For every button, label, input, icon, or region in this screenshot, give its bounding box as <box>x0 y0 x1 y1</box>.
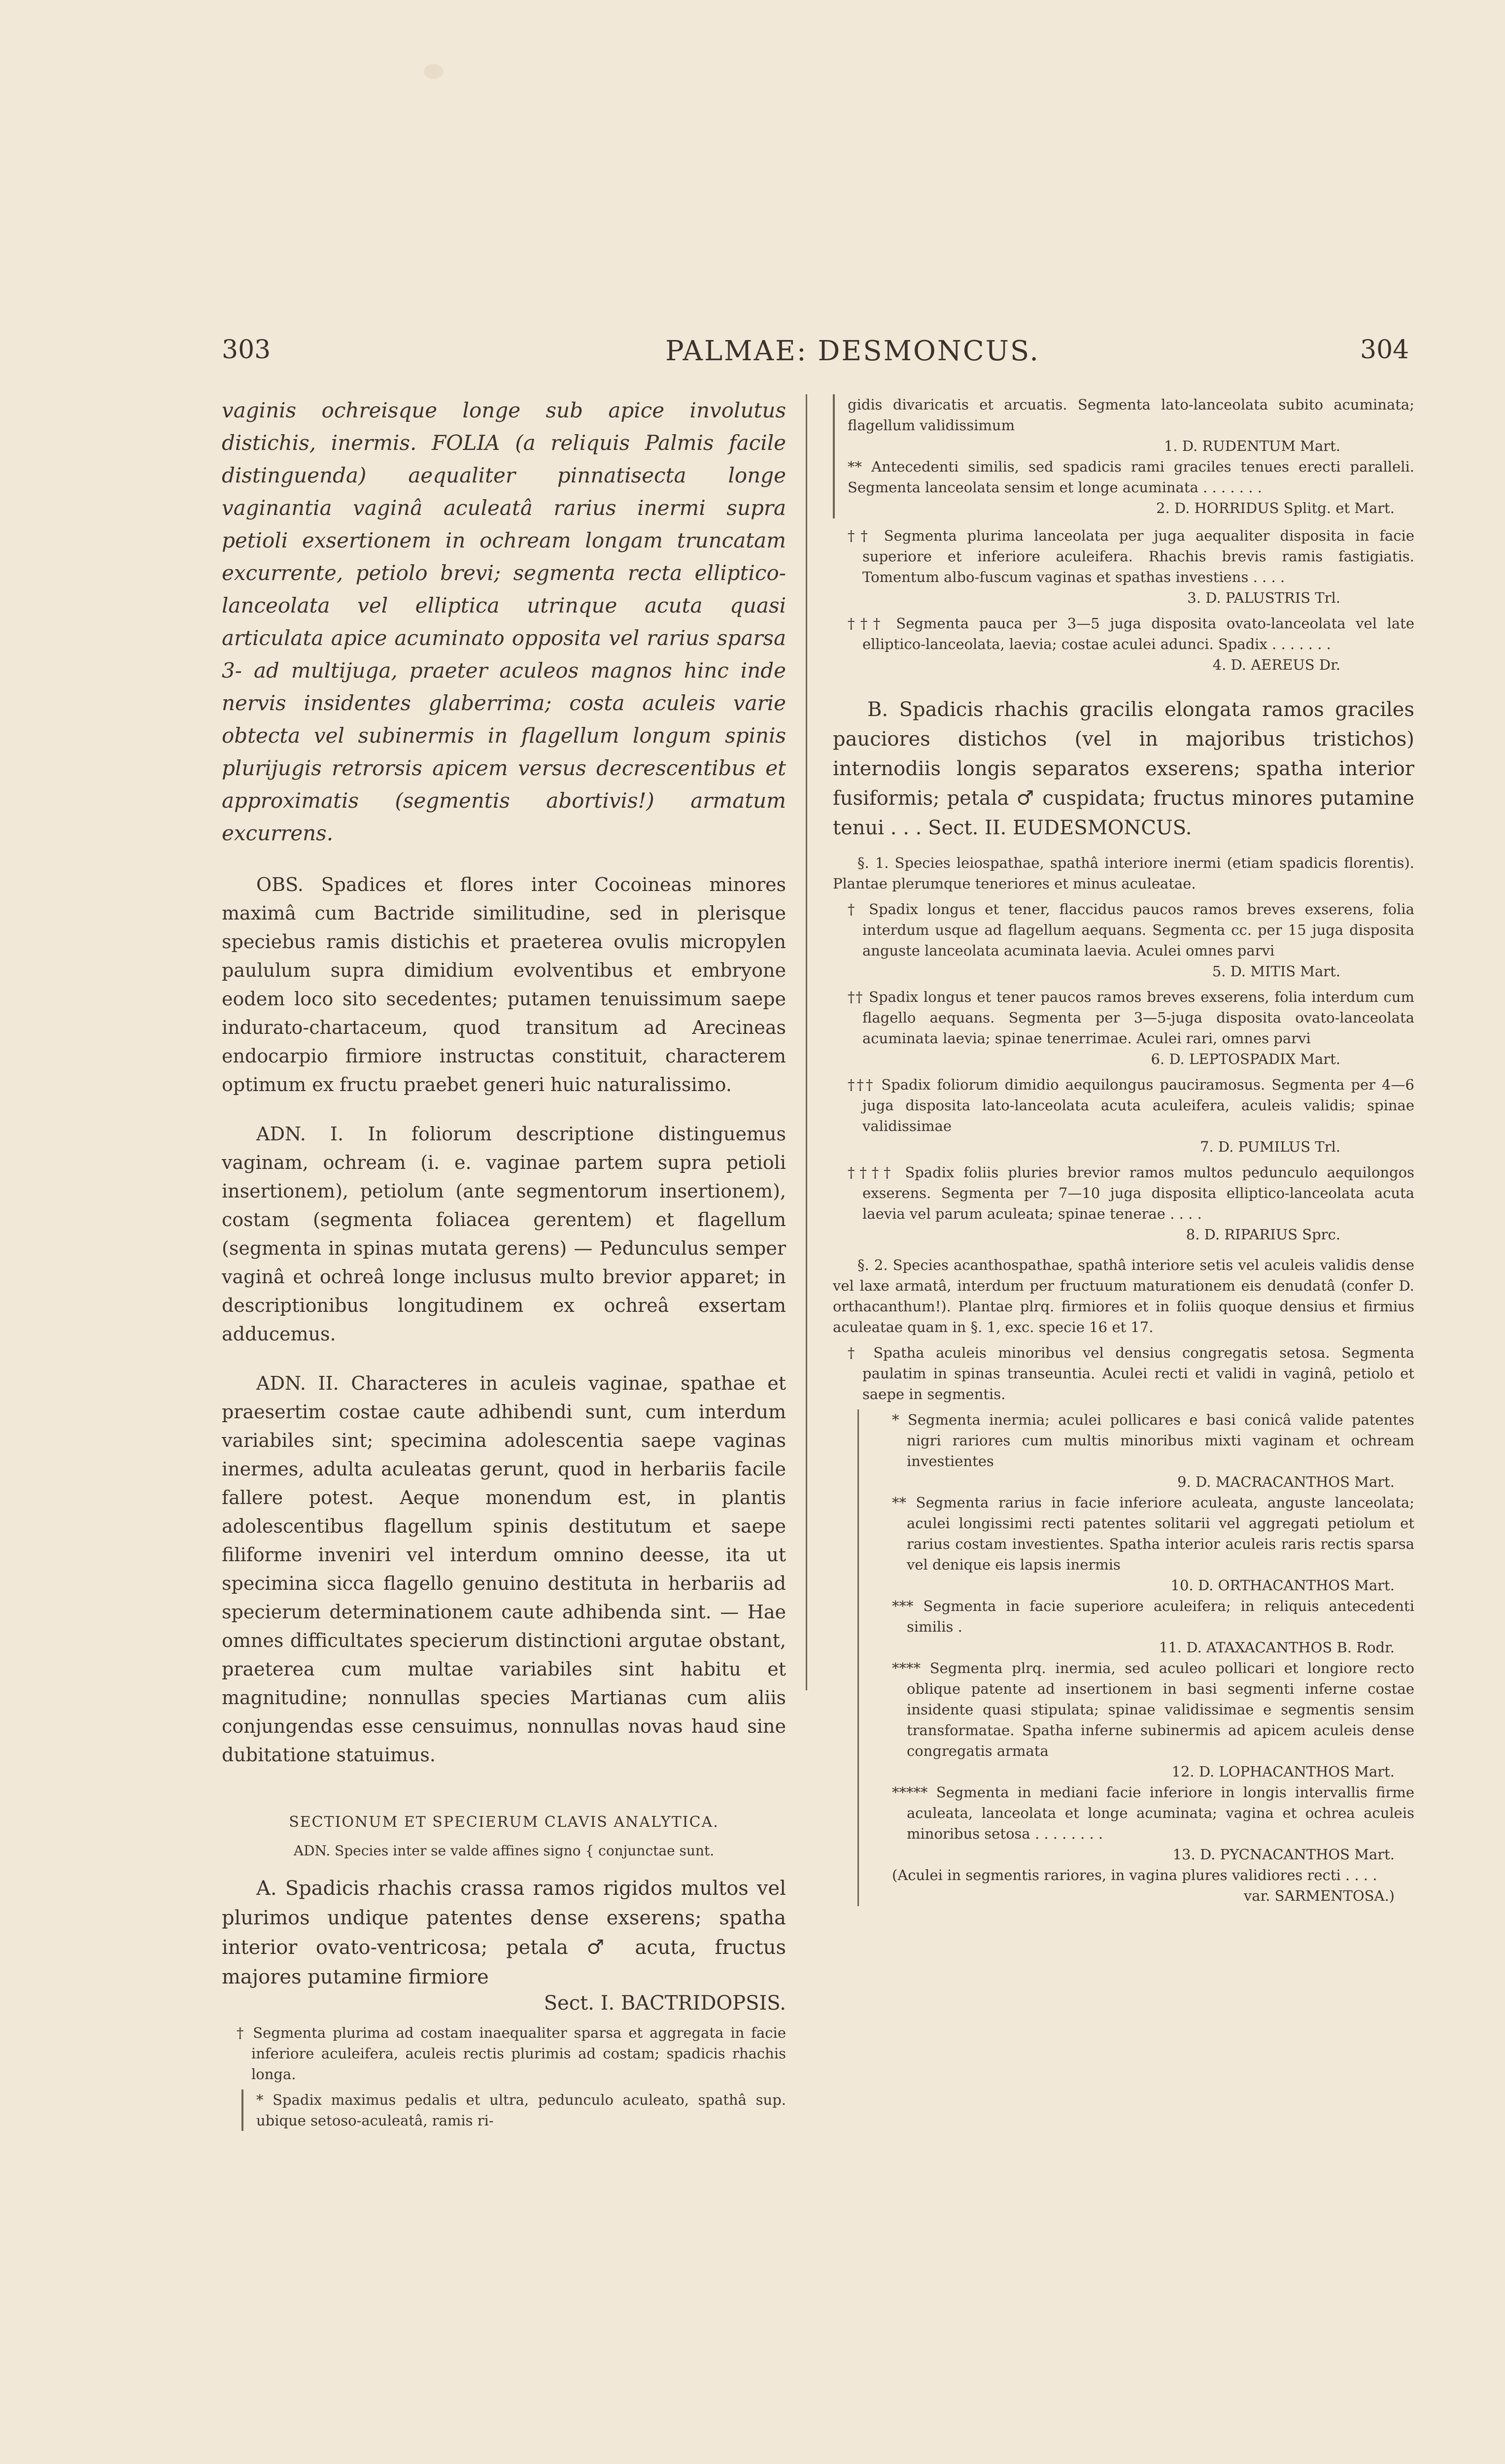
species-2-text: ** Antecedenti similis, sed spadicis rami graciles tenues erecti paralleli. Segmenta lanceolata sensim et longe acuminata . . . . . . . <box>848 458 1414 496</box>
key-section-b: B. Spadicis rhachis gracilis elongata ramos graciles pauciores distichos (vel in majoribus tristichos) internodiis longis separatos exserens; spatha interior fusiformis; petala ♂ cuspidata; fructus minores putamine tenui . . . Sect. II. EUDESMONCUS. <box>833 698 1414 839</box>
paper-stain <box>424 64 444 79</box>
species-7-name: 7. D. PUMILUS Trl. <box>1199 1138 1340 1155</box>
subsection-1: §. 1. Species leiospathae, spathâ interiore inermi (etiam spadicis florentis). Plantae plerumque teneriores et minus aculeatae. <box>833 855 1414 892</box>
key-a-dagger: † Segmenta plurima ad costam inaequaliter sparsa et aggregata in facie inferiore aculeifera, aculeis rectis plurimis ad costam; spadicis rhachis longa. <box>237 2024 786 2083</box>
species-10-text: ** Segmenta rarius in facie inferiore aculeata, anguste lanceolata; aculei longissimi recti patentes solitarii vel aggregati petiolum et rarius costam investientes. Spatha interior aculeis raris rectis sparsa vel denique eis lapsis inermis <box>892 1494 1414 1573</box>
species-2-name: 2. D. HORRIDUS Splitg. et Mart. <box>1156 500 1395 516</box>
species-4-name: 4. D. AEREUS Dr. <box>1212 656 1340 673</box>
species-9-name: 9. D. MACRACANTHOS Mart. <box>1177 1473 1395 1490</box>
species-4-text: ††† Segmenta pauca per 3—5 juga disposita ovato-lanceolata vel late elliptico-lanceolata, laevia; costae aculei adunci. Spadix . . . . . . . <box>848 615 1414 652</box>
species-1-text: gidis divaricatis et arcuatis. Segmenta lato-lanceolata subito acuminata; flagellum validissimum <box>848 396 1414 434</box>
adnotatio-1: ADN. I. In foliorum descriptione distinguemus vaginam, ochream (i. e. vaginae partem supra petioli insertionem), petiolum (ante segmentorum insertionem), costam (segmenta foliacea gerentem) et flagellum (segmenta in spinas mutata gerens) — Pedunculus semper vaginâ et ochreâ longe inclusus multo brevior apparet; in descriptionibus longitudinem ex ochreâ exsertam adducemus. <box>222 1123 786 1345</box>
species-10-name: 10. D. ORTHACANTHOS Mart. <box>1170 1577 1395 1594</box>
subsection-2-species-group <box>833 1409 1414 1906</box>
species-8-name: 8. D. RIPARIUS Sprc. <box>1186 1226 1340 1243</box>
observation-paragraph: OBS. Spadices et flores inter Cocoineas minores maximâ cum Bactride similitudine, sed in plerisque speciebus ramis distichis et praeterea ovulis micropylen paululum supra dimidium evolventibus et embryone eodem loco sito secedentes; putamen tenuissimum saepe indurato-chartaceum, quod transitum ad Arecineas endocarpio firmiore instructas constituit, characterem optimum ex fructu praebet generi huic naturalissimo. <box>222 874 786 1095</box>
page-header <box>0 335 1505 375</box>
species-13-text: ***** Segmenta in mediani facie inferiore in longis intervallis firme aculeata, lanceolata et longe acuminata; vagina et ochrea aculeis minoribus setosa . . . . . . . . <box>892 1784 1414 1842</box>
key-section-a: A. Spadicis rhachis crassa ramos rigidos multos vel plurimos undique patentes dense exserens; spatha interior ovato-ventricosa; petala ♂ acuta, fructus majores putamine firmiore <box>222 1877 786 1988</box>
species-12-name: 12. D. LOPHACANTHOS Mart. <box>1171 1763 1395 1780</box>
section-bactridopsis: Sect. I. BACTRIDOPSIS. <box>544 1992 786 2015</box>
species-6-text: †† Spadix longus et tener paucos ramos breves exserens, folia interdum cum flagello aequans. Segmenta per 3—5-juga disposita ovato-lanceolata acuminata laevia; spinae tenerrimae. Aculei rari, omnes parvi <box>848 989 1414 1047</box>
species-9-text: * Segmenta inermia; aculei pollicares e basi conicâ valide patentes nigri rariores cum multis minoribus mixti vaginam et ochream investientes <box>892 1411 1414 1470</box>
species-5-name: 5. D. MITIS Mart. <box>1212 963 1340 980</box>
species-13-variety-text: (Aculei in segmentis rariores, in vagina plures validiores recti . . . . <box>892 1867 1377 1883</box>
species-3-name: 3. D. PALUSTRIS Trl. <box>1187 589 1340 606</box>
species-3-text: †† Segmenta plurima lanceolata per juga aequaliter disposita in facie superiore et inferiore aculeifera. Rhachis brevis ramis fastigiatis. Tomentum albo-fuscum vaginas et spathas investiens . . . . <box>848 527 1414 585</box>
species-12-text: **** Segmenta plrq. inermia, sed aculeo pollicari et longiore recto oblique patente ad insertionem in basi segmenti inferne costae insidente quasi stipulata; spinae validissimae e segmentis sensim transformatae. Spatha inferne subinermis ad apicem aculeis dense congregatis armata <box>892 1660 1414 1759</box>
species-6-name: 6. D. LEPTOSPADIX Mart. <box>1151 1051 1340 1067</box>
column-divider <box>806 394 807 1690</box>
species-11-name: 11. D. ATAXACANTHOS B. Rodr. <box>1159 1639 1395 1656</box>
species-1-name: 1. D. RUDENTUM Mart. <box>1163 438 1340 454</box>
species-13-name: 13. D. PYCNACANTHOS Mart. <box>1172 1846 1395 1863</box>
right-column <box>833 394 1414 1906</box>
species-7-text: ††† Spadix foliorum dimidio aequilongus pauciramosus. Segmenta per 4—6 juga disposita lato-lanceolata acuta aculeifera, aculeis validis; spinae validissimae <box>848 1076 1414 1134</box>
left-column <box>222 394 786 2131</box>
subsection-2-dagger: † Spatha aculeis minoribus vel densius congregatis setosa. Segmenta paulatim in spinas transeuntia. Aculei recti et validi in vaginâ, petiolo et saepe in segmentis. <box>848 1344 1414 1403</box>
species-5-text: † Spadix longus et tener, flaccidus paucos ramos breves exserens, folia interdum usque ad flagellum aequans. Segmenta cc. per 15 juga disposita anguste lanceolata acuminata laevia. Aculei omnes parvi <box>848 901 1414 959</box>
key-a-brace-continued <box>833 394 1414 518</box>
page-number-right: 304 <box>1360 335 1409 365</box>
subsection-2: §. 2. Species acanthospathae, spathâ interiore setis vel aculeis validis dense vel laxe armatâ, interdum per fructuum maturationem eis denudatâ (confer D. orthacanthum!). Plantae plrq. firmiores et in foliis quoque densius et firmius aculeatae quam in §. 1, exc. specie 16 et 17. <box>833 1257 1414 1335</box>
key-a-brace <box>241 2089 786 2131</box>
species-13-variety-name: var. SARMENTOSA.) <box>1243 1887 1395 1904</box>
species-11-text: *** Segmenta in facie superiore aculeifera; in reliquis antecedenti similis . <box>892 1598 1414 1635</box>
key-a-star: * Spadix maximus pedalis et ultra, pedunculo aculeato, spathâ sup. ubique setoso-aculeatâ, ramis ri- <box>256 2091 786 2129</box>
genus-description: vaginis ochreisque longe sub apice involutus distichis, inermis. FOLIA (a reliquis Palmis facile distinguenda) aequaliter pinnatisecta longe vaginantia vaginâ aculeatâ rarius inermi supra petioli exsertionem in ochream longam truncatam excurrente, petiolo brevi; segmenta recta elliptico-lanceolata vel elliptica utrinque acuta quasi articulata apice acuminato opposita vel rarius sparsa 3- ad multijuga, praeter aculeos magnos hinc inde nervis insidentes glaberrima; costa aculeis varie obtecta vel subinermis in flagellum longum spinis plurijugis retrorsis apicem versus decrescentibus et approximatis (segmentis abortivis!) armatum excurrens. <box>222 398 786 845</box>
clavis-title: SECTIONUM ET SPECIERUM CLAVIS ANALYTICA. <box>289 1814 719 1831</box>
page-number-left: 303 <box>222 335 271 365</box>
species-8-text: †††† Spadix foliis pluries brevior ramos multos pedunculo aequilongos exserens. Segmenta per 7—10 juga disposita elliptico-lanceolata acuta laevia vel parum aculeata; spinae tenerae . . . . <box>848 1164 1414 1222</box>
adnotatio-2: ADN. II. Characteres in aculeis vaginae, spathae et praesertim costae caute adhibendi sunt, cum interdum variabiles sint; specimina adolescentia saepe vaginas inermes, adulta aculeatas gerunt, quod in herbariis facile fallere potest. Aeque monendum est, in plantis adolescentibus flagellum spinis destitutum et saepe filiforme inveniri vel interdum omnino deesse, ita ut specimina sicca flagello genuino destituta in herbariis ad specierum determinationem caute adhibenda sint. — Hae omnes difficultates specierum distinctioni argutae obstant, praeterea cum multae variabiles sint habitu et magnitudine; nonnullas species Martianas cum aliis conjungendas esse censuimus, nonnullas novas haud sine dubitatione statuimus. <box>222 1372 786 1766</box>
clavis-note: ADN. Species inter se valde affines signo { conjunctae sunt. <box>293 1843 715 1859</box>
running-title: PALMAE: DESMONCUS. <box>665 335 1040 367</box>
